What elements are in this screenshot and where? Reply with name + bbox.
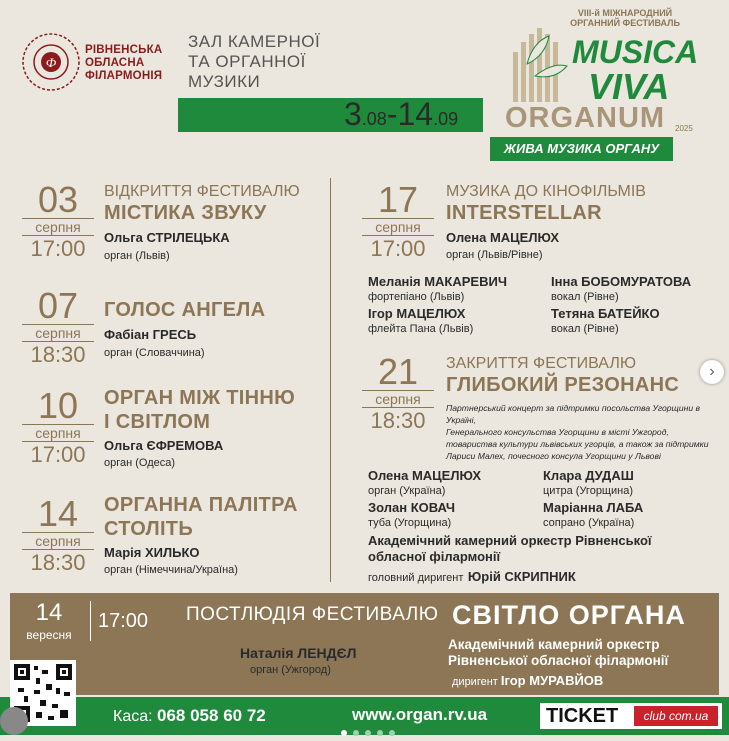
performer-role: флейта Пана (Львів) bbox=[368, 323, 474, 335]
event-time: 17:00 bbox=[370, 236, 426, 261]
event-day: 07 bbox=[37, 285, 79, 326]
event-subtitle: ЗАКРИТТЯ ФЕСТИВАЛЮ bbox=[446, 355, 636, 372]
column-divider bbox=[330, 178, 331, 582]
carousel-next-button[interactable] bbox=[700, 360, 724, 384]
organ-pipes-icon bbox=[505, 22, 575, 104]
performer bbox=[368, 468, 481, 498]
performer-name: Ольга ЄФРЕМОВА bbox=[104, 438, 224, 453]
event-day: 17 bbox=[377, 179, 419, 220]
chevron-right-icon: › bbox=[709, 363, 715, 380]
performer-role: орган (Львів) bbox=[104, 250, 170, 262]
performer-name: Меланія МАКАРЕВИЧ bbox=[368, 274, 507, 289]
performer bbox=[543, 468, 634, 498]
final-performer-role: орган (Ужгород) bbox=[250, 664, 331, 676]
event-card bbox=[22, 493, 94, 576]
performer bbox=[368, 274, 507, 304]
performer-role: фортепіано (Львів) bbox=[368, 291, 465, 303]
festival-dates: 3.08-14.09 bbox=[344, 96, 459, 132]
event-info bbox=[446, 355, 716, 462]
carousel-dot[interactable] bbox=[365, 730, 371, 736]
event-time: 18:30 bbox=[370, 408, 426, 433]
event-card bbox=[362, 179, 434, 262]
event-card bbox=[362, 351, 434, 434]
event-time: 17:00 bbox=[30, 442, 86, 467]
event-day: 10 bbox=[37, 385, 79, 426]
event-month: серпня bbox=[22, 324, 94, 342]
performer-role: вокал (Рівне) bbox=[551, 323, 619, 335]
carousel-dot[interactable] bbox=[377, 730, 383, 736]
festival-logo-musica: MUSICA bbox=[572, 34, 699, 70]
final-subtitle: ПОСТЛЮДІЯ ФЕСТИВАЛЮ bbox=[186, 604, 439, 625]
performer-name: Олена МАЦЕЛЮХ bbox=[446, 230, 560, 245]
ticket-club-label: club com.ua bbox=[634, 706, 718, 726]
event-info bbox=[104, 183, 324, 263]
performer-name: Марія ХИЛЬКО bbox=[104, 545, 200, 560]
carousel-dot[interactable] bbox=[389, 730, 395, 736]
event-info bbox=[104, 298, 324, 360]
final-orchestra: Академічний камерний оркестр Рівненської обласної філармонії bbox=[448, 637, 669, 668]
event-day: 03 bbox=[37, 179, 79, 220]
performer-name: Маріанна ЛАБА bbox=[543, 500, 644, 515]
event-time: 18:30 bbox=[30, 550, 86, 575]
final-time: 17:00 bbox=[98, 610, 149, 632]
carousel-dot[interactable] bbox=[341, 730, 347, 736]
performer-role: орган (Львів/Рівне) bbox=[446, 249, 543, 261]
performer-name: Тетяна БАТЕЙКО bbox=[551, 306, 660, 321]
final-separator bbox=[90, 601, 91, 641]
box-office-phone[interactable]: Каса: 068 058 60 72 bbox=[113, 706, 266, 725]
festival-logo-organum: ORGANUM bbox=[505, 102, 666, 134]
event-card bbox=[22, 179, 94, 262]
event-title-line2: СТОЛІТЬ bbox=[104, 518, 194, 540]
performer-name: Інна БОБОМУРАТОВА bbox=[551, 274, 692, 289]
event-day: 21 bbox=[377, 351, 419, 392]
performer-name: Олена МАЦЕЛЮХ bbox=[368, 468, 482, 483]
event-month: серпня bbox=[362, 218, 434, 236]
partner-note: Партнерський концерт за підтримки посольства Угорщини в Україні, Генерального консульства Угорщини в місті Ужгород, товариства культури львівських угорців, а також за підтримки Лариси Малех, почесного консула Угорщини у Львові bbox=[446, 403, 709, 461]
performer-name: Ольга СТРІЛЕЦЬКА bbox=[104, 230, 230, 245]
event-title: INTERSTELLAR bbox=[446, 202, 602, 224]
performer-name: Золан КОВАЧ bbox=[368, 500, 456, 515]
event-month: серпня bbox=[362, 390, 434, 408]
event-month: серпня bbox=[22, 424, 94, 442]
performer-role: орган (Одеса) bbox=[104, 457, 176, 469]
final-title: СВІТЛО ОРГАНА bbox=[452, 600, 686, 630]
performer-role: орган (Словаччина) bbox=[104, 347, 205, 359]
event-info bbox=[446, 183, 716, 262]
performer-role: туба (Угорщина) bbox=[368, 517, 452, 529]
performer bbox=[551, 306, 660, 336]
performer-name: Ігор МАЦЕЛЮХ bbox=[368, 306, 466, 321]
hall-name: ЗАЛ КАМЕРНОЇ ТА ОРГАННОЇ МУЗИКИ bbox=[188, 32, 321, 91]
event-time: 18:30 bbox=[30, 342, 86, 367]
event-month: серпня bbox=[22, 218, 94, 236]
conductor-role: головний диригент bbox=[368, 572, 464, 584]
final-conductor: диригент Ігор МУРАВЙОВ bbox=[452, 673, 604, 688]
event-day: 14 bbox=[37, 493, 79, 534]
performer-role: цитра (Угорщина) bbox=[543, 485, 633, 497]
event-info bbox=[104, 493, 324, 577]
event-title: МІСТИКА ЗВУКУ bbox=[104, 202, 267, 224]
festival-year: 2025 bbox=[675, 124, 693, 133]
performer bbox=[543, 500, 643, 530]
ticket-label: TICKET bbox=[546, 705, 619, 727]
performer-role: сопрано (Україна) bbox=[543, 517, 635, 529]
event-subtitle: ВІДКРИТТЯ ФЕСТИВАЛЮ bbox=[104, 183, 300, 200]
performer-role: орган (Німеччина/Україна) bbox=[104, 564, 238, 576]
website-link[interactable]: www.organ.rv.ua bbox=[352, 705, 488, 724]
performer-role: орган (Україна) bbox=[368, 485, 446, 497]
avatar[interactable] bbox=[0, 707, 28, 735]
event-title: ГЛИБОКИЙ РЕЗОНАНС bbox=[446, 374, 680, 396]
event-month: серпня bbox=[22, 532, 94, 550]
festival-slogan: ЖИВА МУЗИКА ОРГАНУ bbox=[490, 137, 673, 161]
performer-role: вокал (Рівне) bbox=[551, 291, 619, 303]
orchestra: Академічний камерний оркестр Рівненської обласної філармонії головний диригент Юрій СКРИПНИК bbox=[368, 533, 652, 584]
performer-name: Клара ДУДАШ bbox=[543, 468, 634, 483]
performer bbox=[368, 306, 473, 336]
performer bbox=[368, 500, 455, 530]
philharmonic-logo-icon bbox=[20, 22, 82, 106]
event-card bbox=[22, 285, 94, 368]
event-title-line2: І СВІТЛОМ bbox=[104, 411, 211, 433]
performer-name: Фабіан ГРЕСЬ bbox=[104, 327, 197, 342]
final-month: вересня bbox=[26, 628, 72, 642]
final-performer: Наталія ЛЕНДЄЛ bbox=[240, 645, 357, 661]
final-day: 14 bbox=[35, 599, 63, 626]
performer bbox=[551, 274, 691, 304]
event-info bbox=[104, 386, 324, 470]
carousel-dot[interactable] bbox=[353, 730, 359, 736]
event-title: ГОЛОС АНГЕЛА bbox=[104, 299, 266, 321]
event-subtitle: МУЗИКА ДО КІНОФІЛЬМІВ bbox=[446, 183, 646, 200]
event-title: ОРГАННА ПАЛІТРА bbox=[104, 494, 298, 516]
carousel-dots bbox=[341, 723, 401, 741]
event-card bbox=[22, 385, 94, 468]
svg-text:Ф: Ф bbox=[45, 55, 57, 70]
conductor-name: Юрій СКРИПНИК bbox=[467, 569, 576, 584]
festival-logo-viva: VIVA bbox=[588, 66, 670, 107]
festival-edition: VIII-й МІЖНАРОДНИЙ ОРГАННИЙ ФЕСТИВАЛЬ bbox=[570, 8, 680, 28]
philharmonic-name: РІВНЕНСЬКА ОБЛАСНА ФІЛАРМОНІЯ bbox=[85, 44, 163, 82]
event-title: ОРГАН МІЖ ТІННЮ bbox=[104, 387, 296, 409]
event-time: 17:00 bbox=[30, 236, 86, 261]
